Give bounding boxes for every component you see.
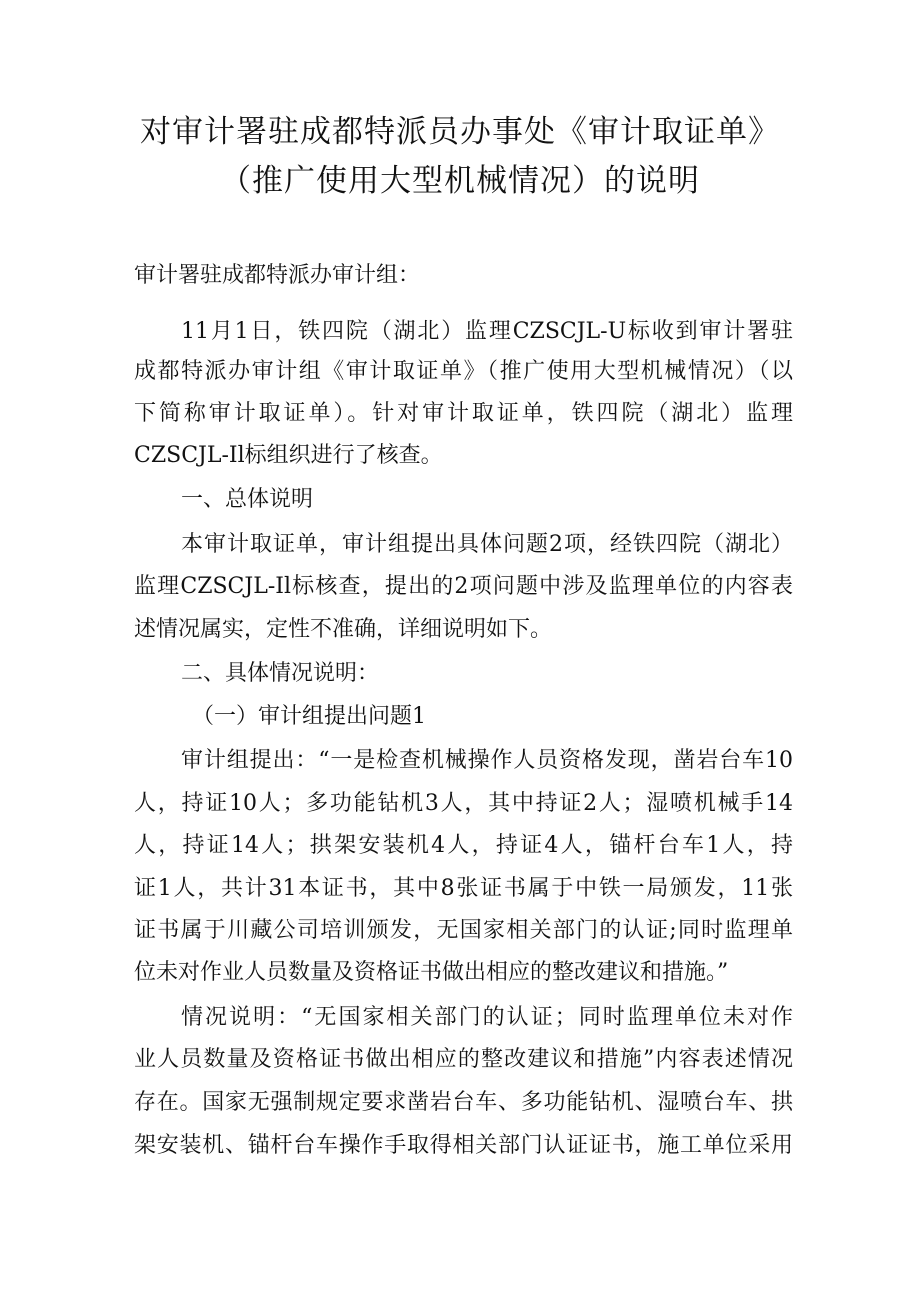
paragraph-line: 审计组提出：“一是检查机械操作人员资格发现，凿岩台车10 [181,748,793,773]
paragraph-line: 人，持证14人；拱架安装机4人，持证4人，锚杆台车1人，持 [134,833,793,858]
section-heading-1: 一、总体说明 [181,487,314,512]
paragraph-line: 位未对作业人员数量及资格证书做出相应的整改建议和措施。” [134,960,729,985]
paragraph-line: 架安装机、锚杆台车操作手取得相关部门认证证书，施工单位采用 [134,1133,793,1158]
paragraph-line: 下简称审计取证单）。针对审计取证单，铁四院（湖北）监理 [134,401,793,426]
paragraph-line: 11月1日，铁四院（湖北）监理CZSCJL-U标收到审计署驻 [181,319,793,344]
document-title-line-2: （推广使用大型机械情况）的说明 [220,163,700,199]
paragraph-line: CZSCJL-Il标组织进行了核查。 [134,443,443,468]
paragraph-line: 证1人，共计31本证书，其中8张证书属于中铁一局颁发，11张 [134,876,793,901]
section-heading-2: 二、具体情况说明： [181,661,380,686]
paragraph-line: 存在。国家无强制规定要求凿岩台车、多功能钻机、湿喷台车、拱 [134,1090,793,1115]
paragraph-line: 情况说明：“无国家相关部门的认证；同时监理单位未对作 [181,1005,793,1030]
salutation: 审计署驻成都特派办审计组： [134,263,421,288]
paragraph-line: 证书属于川藏公司培训颁发，无国家相关部门的认证;同时监理单 [134,918,793,943]
paragraph-line: 监理CZSCJL-Il标核查，提出的2项问题中涉及监理单位的内容表 [134,574,793,599]
paragraph-line: 成都特派办审计组《审计取证单》（推广使用大型机械情况）（以 [134,359,793,384]
paragraph-line: 业人员数量及资格证书做出相应的整改建议和措施”内容表述情况 [134,1047,793,1072]
document-title-line-1: 对审计署驻成都特派员办事处《审计取证单》 [140,114,780,150]
paragraph-line: 述情况属实，定性不准确，详细说明如下。 [134,617,553,642]
paragraph-line: 人，持证10人；多功能钻机3人，其中持证2人；湿喷机械手14 [134,791,793,816]
subsection-heading-1: （一）审计组提出问题1 [192,704,426,729]
paragraph-line: 本审计取证单，审计组提出具体问题2项，经铁四院（湖北） [181,532,793,557]
